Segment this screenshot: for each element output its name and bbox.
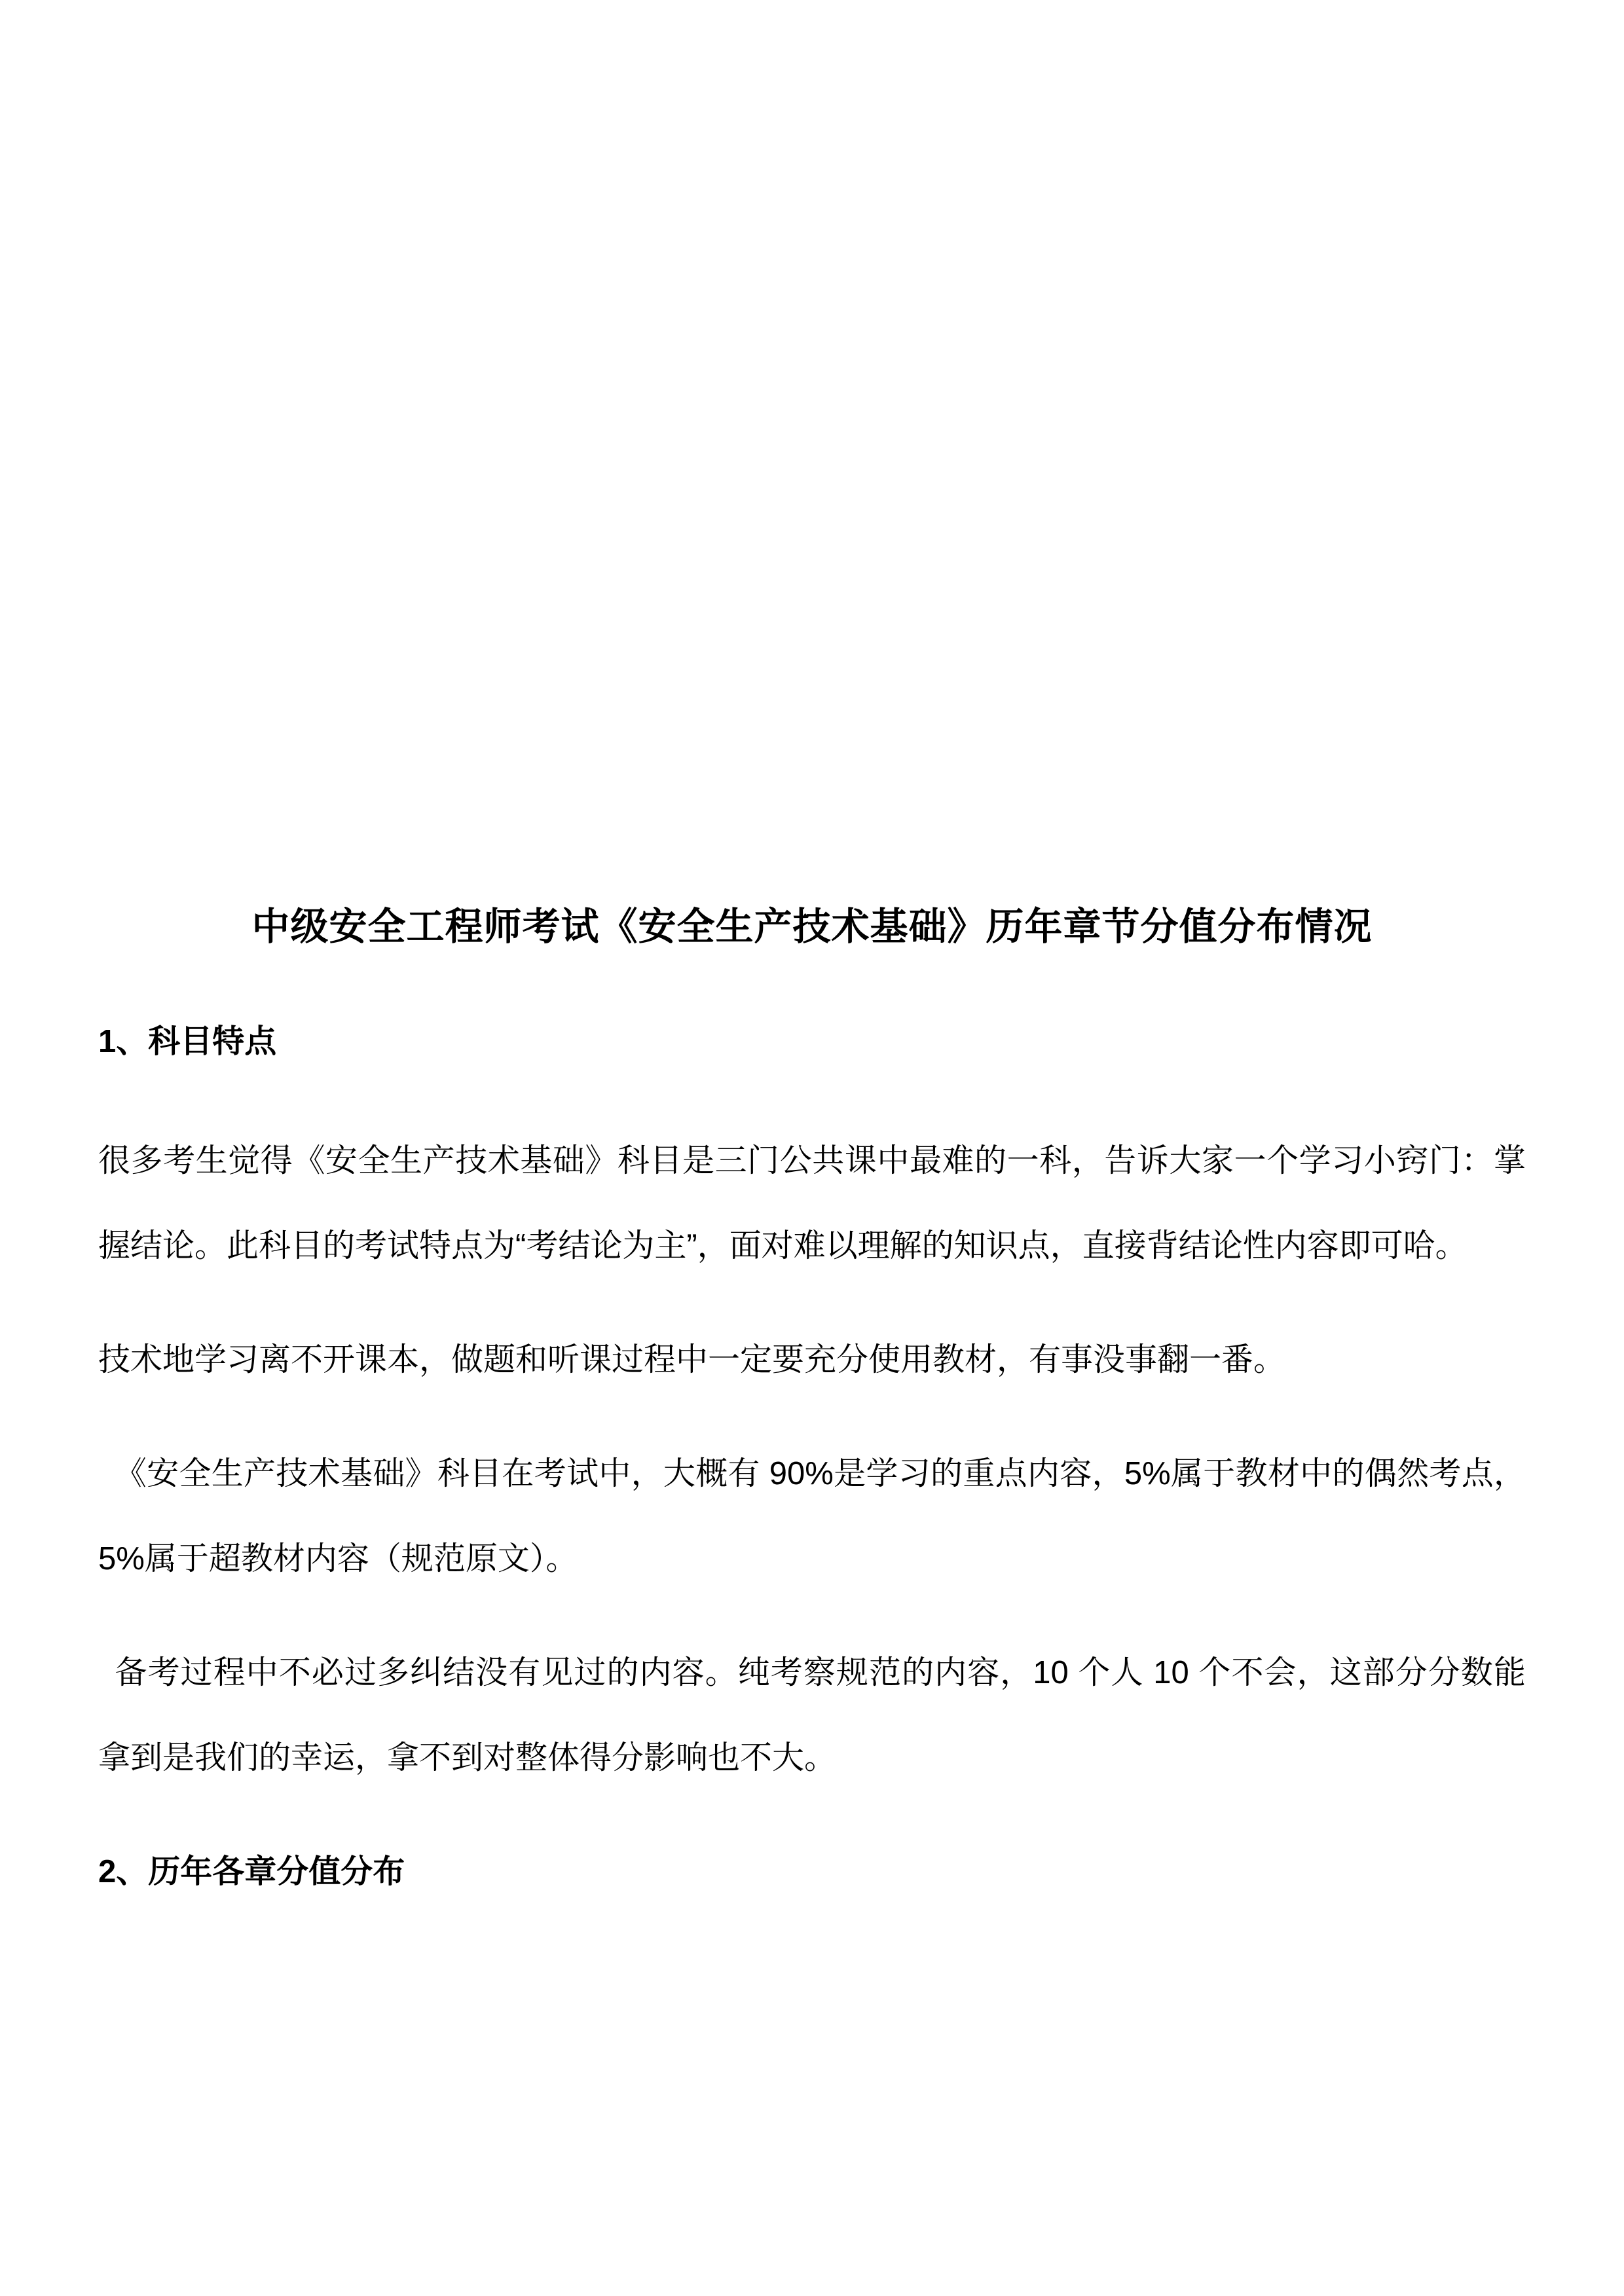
paragraph-3-line-2: 5%属于超教材内容（规范原文）。: [98, 1541, 578, 1576]
page-title: 中级安全工程师考试《安全生产技术基础》历年章节分值分布情况: [251, 905, 1373, 948]
paragraph-1-line-2: 握结论。此科目的考试特点为“考结论为主”，面对难以理解的知识点，直接背结论性内容即可哈。: [98, 1228, 1467, 1264]
paragraph-4: [98, 1630, 1526, 1800]
paragraph-2: [98, 1317, 1526, 1402]
paragraph-1-line-1: 很多考生觉得《安全生产技术基础》科目是三门公共课中最难的一科，告诉大家一个学习小窍门：掌: [98, 1143, 1526, 1178]
paragraph-4-line-2: 拿到是我们的幸运，拿不到对整体得分影响也不大。: [98, 1740, 837, 1776]
paragraph-2-line-1: 技术地学习离不开课本，做题和听课过程中一定要充分使用教材，有事没事翻一番。: [98, 1342, 1286, 1377]
paragraph-3: [98, 1431, 1526, 1601]
paragraph-3-line-1: 《安全生产技术基础》科目在考试中，大概有 90%是学习的重点内容，5%属于教材中的偶然考点，: [98, 1456, 1526, 1491]
section-2-heading: 2、历年各章分值分布: [98, 1854, 405, 1889]
section-1-heading: 1、科目特点: [98, 1024, 277, 1059]
paragraph-4-line-1: 备考过程中不必过多纠结没有见过的内容。纯考察规范的内容，10 个人 10 个不会，这部分分数能: [98, 1655, 1526, 1690]
paragraph-1: [98, 1118, 1526, 1288]
